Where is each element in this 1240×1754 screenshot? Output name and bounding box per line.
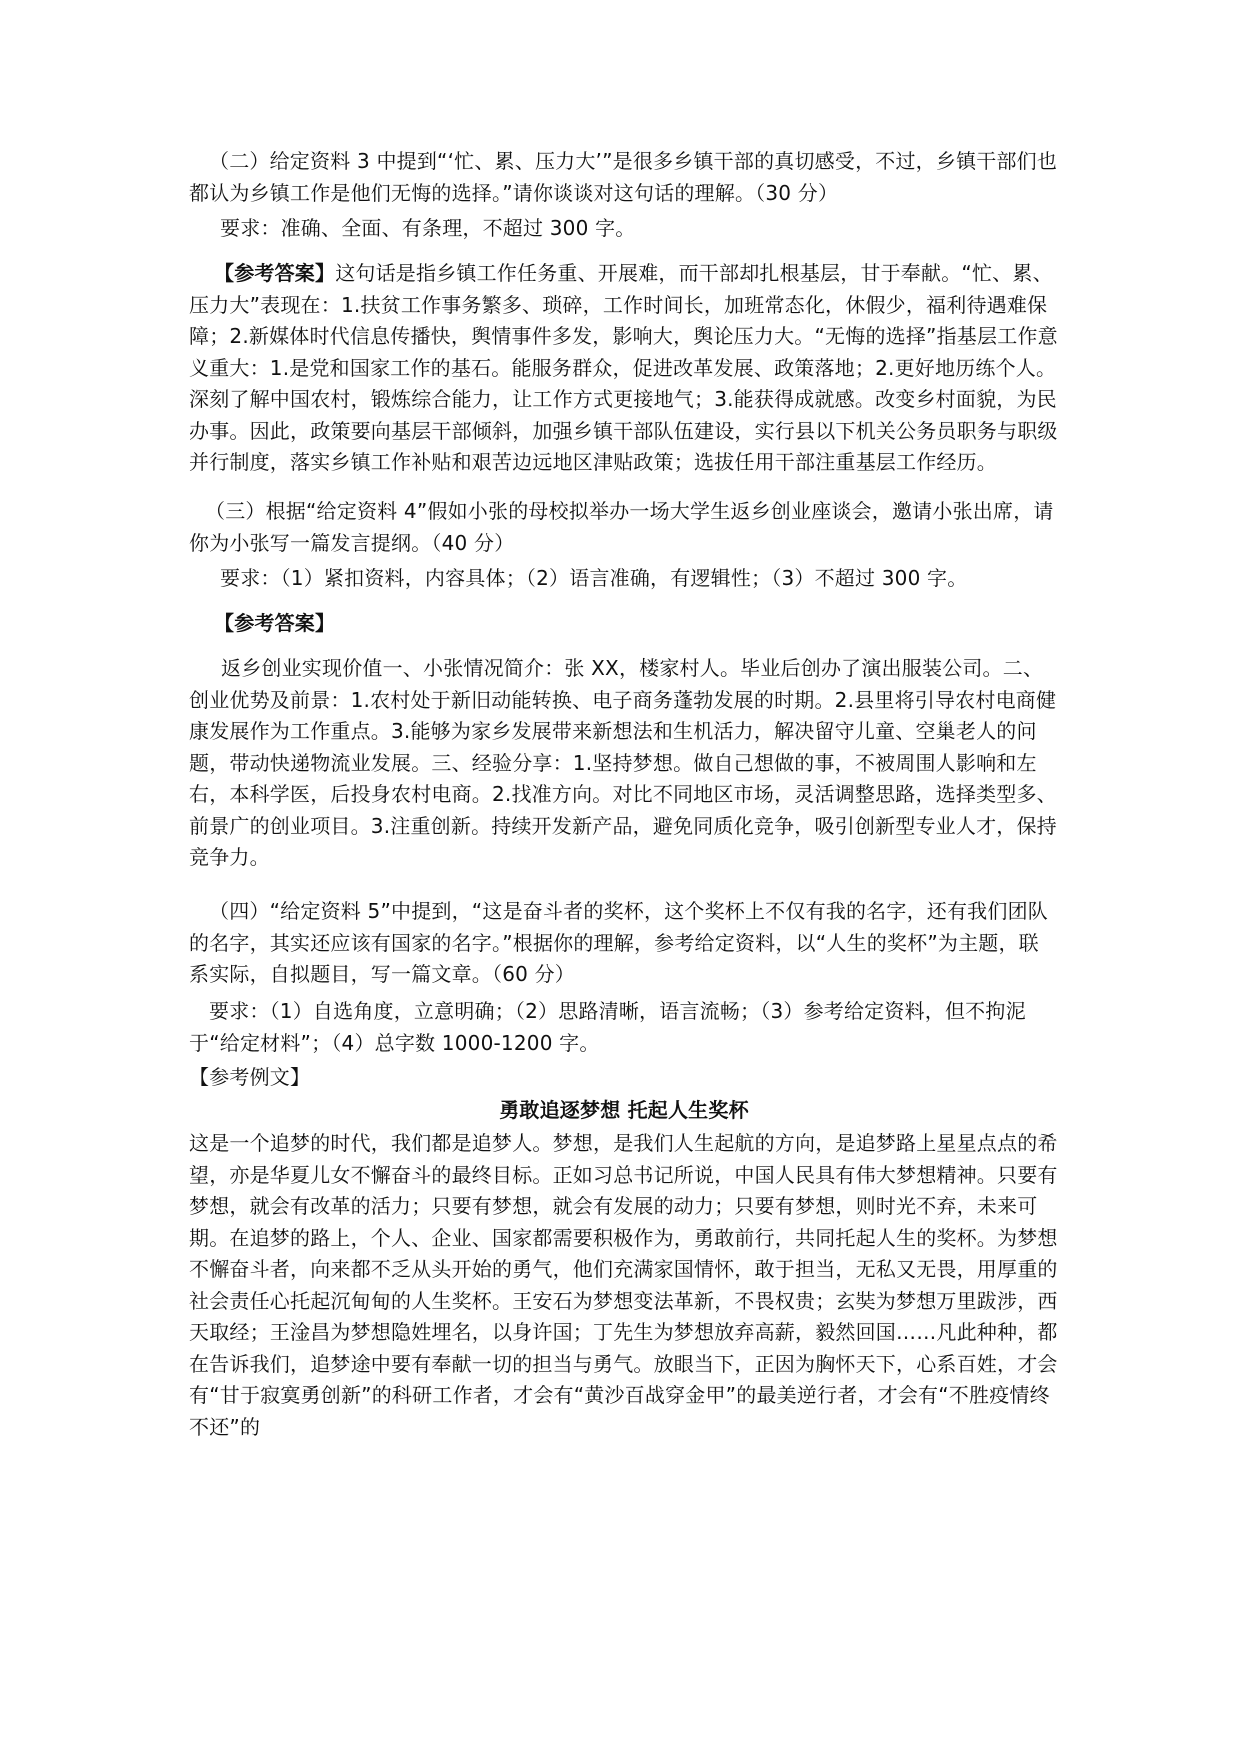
- q3-requirement: 要求：（1）紧扣资料，内容具体；（2）语言准确，有逻辑性；（3）不超过 300 字。: [220, 566, 968, 590]
- q4-requirement: 要求：（1）自选角度，立意明确；（2）思路清晰，语言流畅；（3）参考给定资料，但不拘泥于“给定材料”；（4）总字数 1000-1200 字。: [189, 999, 1026, 1055]
- q2-answer-label: 【参考答案】: [214, 261, 336, 285]
- q3-answer-text: 返乡创业实现价值一、小张情况简介：张 XX，楼家村人。毕业后创办了演出服装公司。二、创业优势及前景：1.农村处于新旧动能转换、电子商务蓬勃发展的时期。2.县里将引导农村电商健康发展作为工作重点。3.能够为家乡发展带来新想法和生机活力，解决留守儿童、空巢老人的问题，带动快递物流业发展。三、经验分享：1.坚持梦想。做自己想做的事，不被周围人影响和左右，本科学医，后投身农村电商。2.找准方向。对比不同地区市场，灵活调整思路，选择类型多、前景广的创业项目。3.注重创新。持续开发新产品，避免同质化竞争，吸引创新型专业人才，保持竞争力。: [189, 656, 1057, 869]
- q4-question: （四）“给定资料 5”中提到，“这是奋斗者的奖杯，这个奖杯上不仅有我的名字，还有我们团队的名字，其实还应该有国家的名字。”根据你的理解，参考给定资料，以“人生的奖杯”为主题，联系实际，自拟题目，写一篇文章。（60 分）: [189, 899, 1048, 986]
- q2-question: （二）给定资料 3 中提到“‘忙、累、压力大’”是很多乡镇干部的真切感受，不过，乡镇干部们也都认为乡镇工作是他们无悔的选择。”请你谈谈对这句话的理解。（30 分）: [189, 149, 1058, 205]
- q2-requirement: 要求：准确、全面、有条理，不超过 300 字。: [220, 216, 636, 240]
- q3-answer-label: 【参考答案】: [214, 611, 336, 635]
- q2-answer-text: 这句话是指乡镇工作任务重、开展难，而干部却扎根基层，甘于奉献。“忙、累、压力大”表现在：1.扶贫工作事务繁多、琐碎，工作时间长，加班常态化，休假少，福利待遇难保障；2.新媒体时代信息传播快，舆情事件多发，影响大，舆论压力大。“无悔的选择”指基层工作意义重大：1.是党和国家工作的基石。能服务群众，促进改革发展、政策落地；2.更好地历练个人。深刻了解中国农村，锻炼综合能力，让工作方式更接地气；3.能获得成就感。改变乡村面貌，为民办事。因此，政策要向基层干部倾斜，加强乡镇干部队伍建设，实行县以下机关公务员职务与职级并行制度，落实乡镇工作补贴和艰苦边远地区津贴政策；选拔任用干部注重基层工作经历。: [189, 261, 1058, 474]
- q3-question: （三）根据“给定资料 4”假如小张的母校拟举办一场大学生返乡创业座谈会，邀请小张出席，请你为小张写一篇发言提纲。（40 分）: [189, 499, 1054, 555]
- q2-answer: [189, 258, 1059, 479]
- q4-example-label: 【参考例文】: [189, 1065, 311, 1089]
- essay-title: 勇敢追逐梦想 托起人生奖杯: [499, 1098, 749, 1122]
- essay-body: 这是一个追梦的时代，我们都是追梦人。梦想，是我们人生起航的方向，是追梦路上星星点点的希望，亦是华夏儿女不懈奋斗的最终目标。正如习总书记所说，中国人民具有伟大梦想精神。只要有梦想，就会有改革的活力；只要有梦想，就会有发展的动力；只要有梦想，则时光不弃，未来可期。在追梦的路上，个人、企业、国家都需要积极作为，勇敢前行，共同托起人生的奖杯。为梦想不懈奋斗者，向来都不乏从头开始的勇气，他们充满家国情怀，敢于担当，无私又无畏，用厚重的社会责任心托起沉甸甸的人生奖杯。王安石为梦想变法革新，不畏权贵；玄奘为梦想万里跋涉，西天取经；王淦昌为梦想隐姓埋名，以身许国；丁先生为梦想放弃高薪，毅然回国……凡此种种，都在告诉我们，追梦途中要有奉献一切的担当与勇气。放眼当下，正因为胸怀天下，心系百姓，才会有“甘于寂寞勇创新”的科研工作者，才会有“黄沙百战穿金甲”的最美逆行者，才会有“不胜疫情终不还”的: [189, 1131, 1058, 1439]
